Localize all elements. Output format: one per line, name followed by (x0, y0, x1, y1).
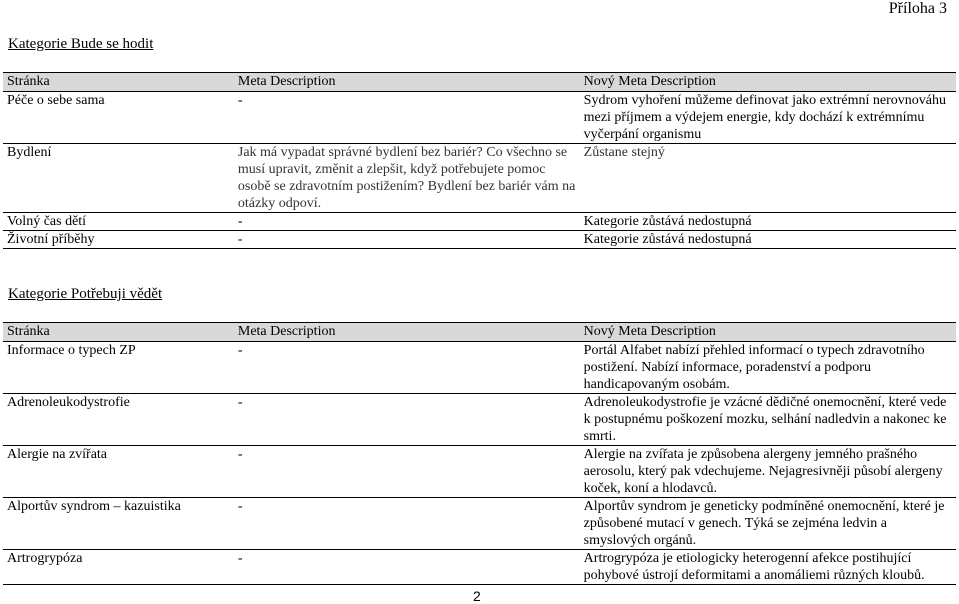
meta-cell: Jak má vypadat správné bydlení bez bariér? Co všechno se musí upravit, změnit a zlepšit, když potřebujete pomoc osobě se zdravotním postižením? Bydlení bez bariér vám na otázky odpoví. (234, 144, 580, 213)
table-header-row (3, 323, 956, 342)
page-cell: Artrogrypóza (3, 550, 234, 585)
page-cell: Bydlení (3, 144, 234, 213)
attachment-label: Příloha 3 (888, 0, 947, 17)
table-row (3, 446, 956, 498)
meta-cell: - (234, 498, 580, 550)
new-meta-cell: Sydrom vyhoření můžeme definovat jako extrémní nerovnováhu mezi příjmem a výdejem energie, kdy dochází k extrémnímu vyčerpání organismu (580, 92, 956, 144)
page-cell: Volný čas dětí (3, 213, 234, 231)
column-header: Stránka (3, 323, 234, 342)
page-number: 2 (473, 588, 481, 604)
page-cell: Alportův syndrom – kazuistika (3, 498, 234, 550)
table-row (3, 498, 956, 550)
column-header: Nový Meta Description (580, 323, 956, 342)
meta-cell: - (234, 231, 580, 249)
new-meta-cell: Alergie na zvířata je způsobena alergeny jemného prašného aerosolu, který pak vdechujeme. Nejagresivněji působí alergeny koček, koní a hlodavců. (580, 446, 956, 498)
column-header: Meta Description (234, 73, 580, 92)
section-heading-bude-se-hodit: Kategorie Bude se hodit (8, 36, 154, 52)
table-header-row (3, 73, 956, 92)
new-meta-cell: Artrogrypóza je etiologicky heterogenní afekce postihující pohybové ústrojí deformitami a anomáliemi různých kloubů. (580, 550, 956, 585)
column-header: Meta Description (234, 323, 580, 342)
table-row (3, 394, 956, 446)
new-meta-cell: Adrenoleukodystrofie je vzácné dědičné onemocnění, které vede k postupnému poškození mozku, selhání nadledvin a nakonec ke smrti. (580, 394, 956, 446)
meta-cell: - (234, 446, 580, 498)
new-meta-cell: Alportův syndrom je geneticky podmíněné onemocnění, které je způsobené mutací v genech. Týká se zejména ledvin a smyslových orgánů. (580, 498, 956, 550)
table-row (3, 144, 956, 213)
page-cell: Adrenoleukodystrofie (3, 394, 234, 446)
meta-cell: - (234, 213, 580, 231)
table-row (3, 231, 956, 249)
column-header: Stránka (3, 73, 234, 92)
meta-table-bude-se-hodit (3, 72, 956, 249)
column-header: Nový Meta Description (580, 73, 956, 92)
table-row (3, 213, 956, 231)
meta-cell: - (234, 550, 580, 585)
meta-cell: - (234, 342, 580, 394)
new-meta-cell: Kategorie zůstává nedostupná (580, 231, 956, 249)
new-meta-cell: Kategorie zůstává nedostupná (580, 213, 956, 231)
new-meta-cell: Portál Alfabet nabízí přehled informací o typech zdravotního postižení. Nabízí informace, poradenství a podporu handicapovaným osobám. (580, 342, 956, 394)
table-row (3, 92, 956, 144)
page-cell: Životní příběhy (3, 231, 234, 249)
table-row (3, 550, 956, 585)
meta-cell: - (234, 394, 580, 446)
page-cell: Informace o typech ZP (3, 342, 234, 394)
new-meta-cell: Zůstane stejný (580, 144, 956, 213)
table-row (3, 342, 956, 394)
meta-cell: - (234, 92, 580, 144)
page-cell: Péče o sebe sama (3, 92, 234, 144)
page-cell: Alergie na zvířata (3, 446, 234, 498)
meta-table-potrebuji-vedet (3, 322, 956, 585)
section-heading-potrebuji-vedet: Kategorie Potřebuji vědět (8, 286, 163, 302)
